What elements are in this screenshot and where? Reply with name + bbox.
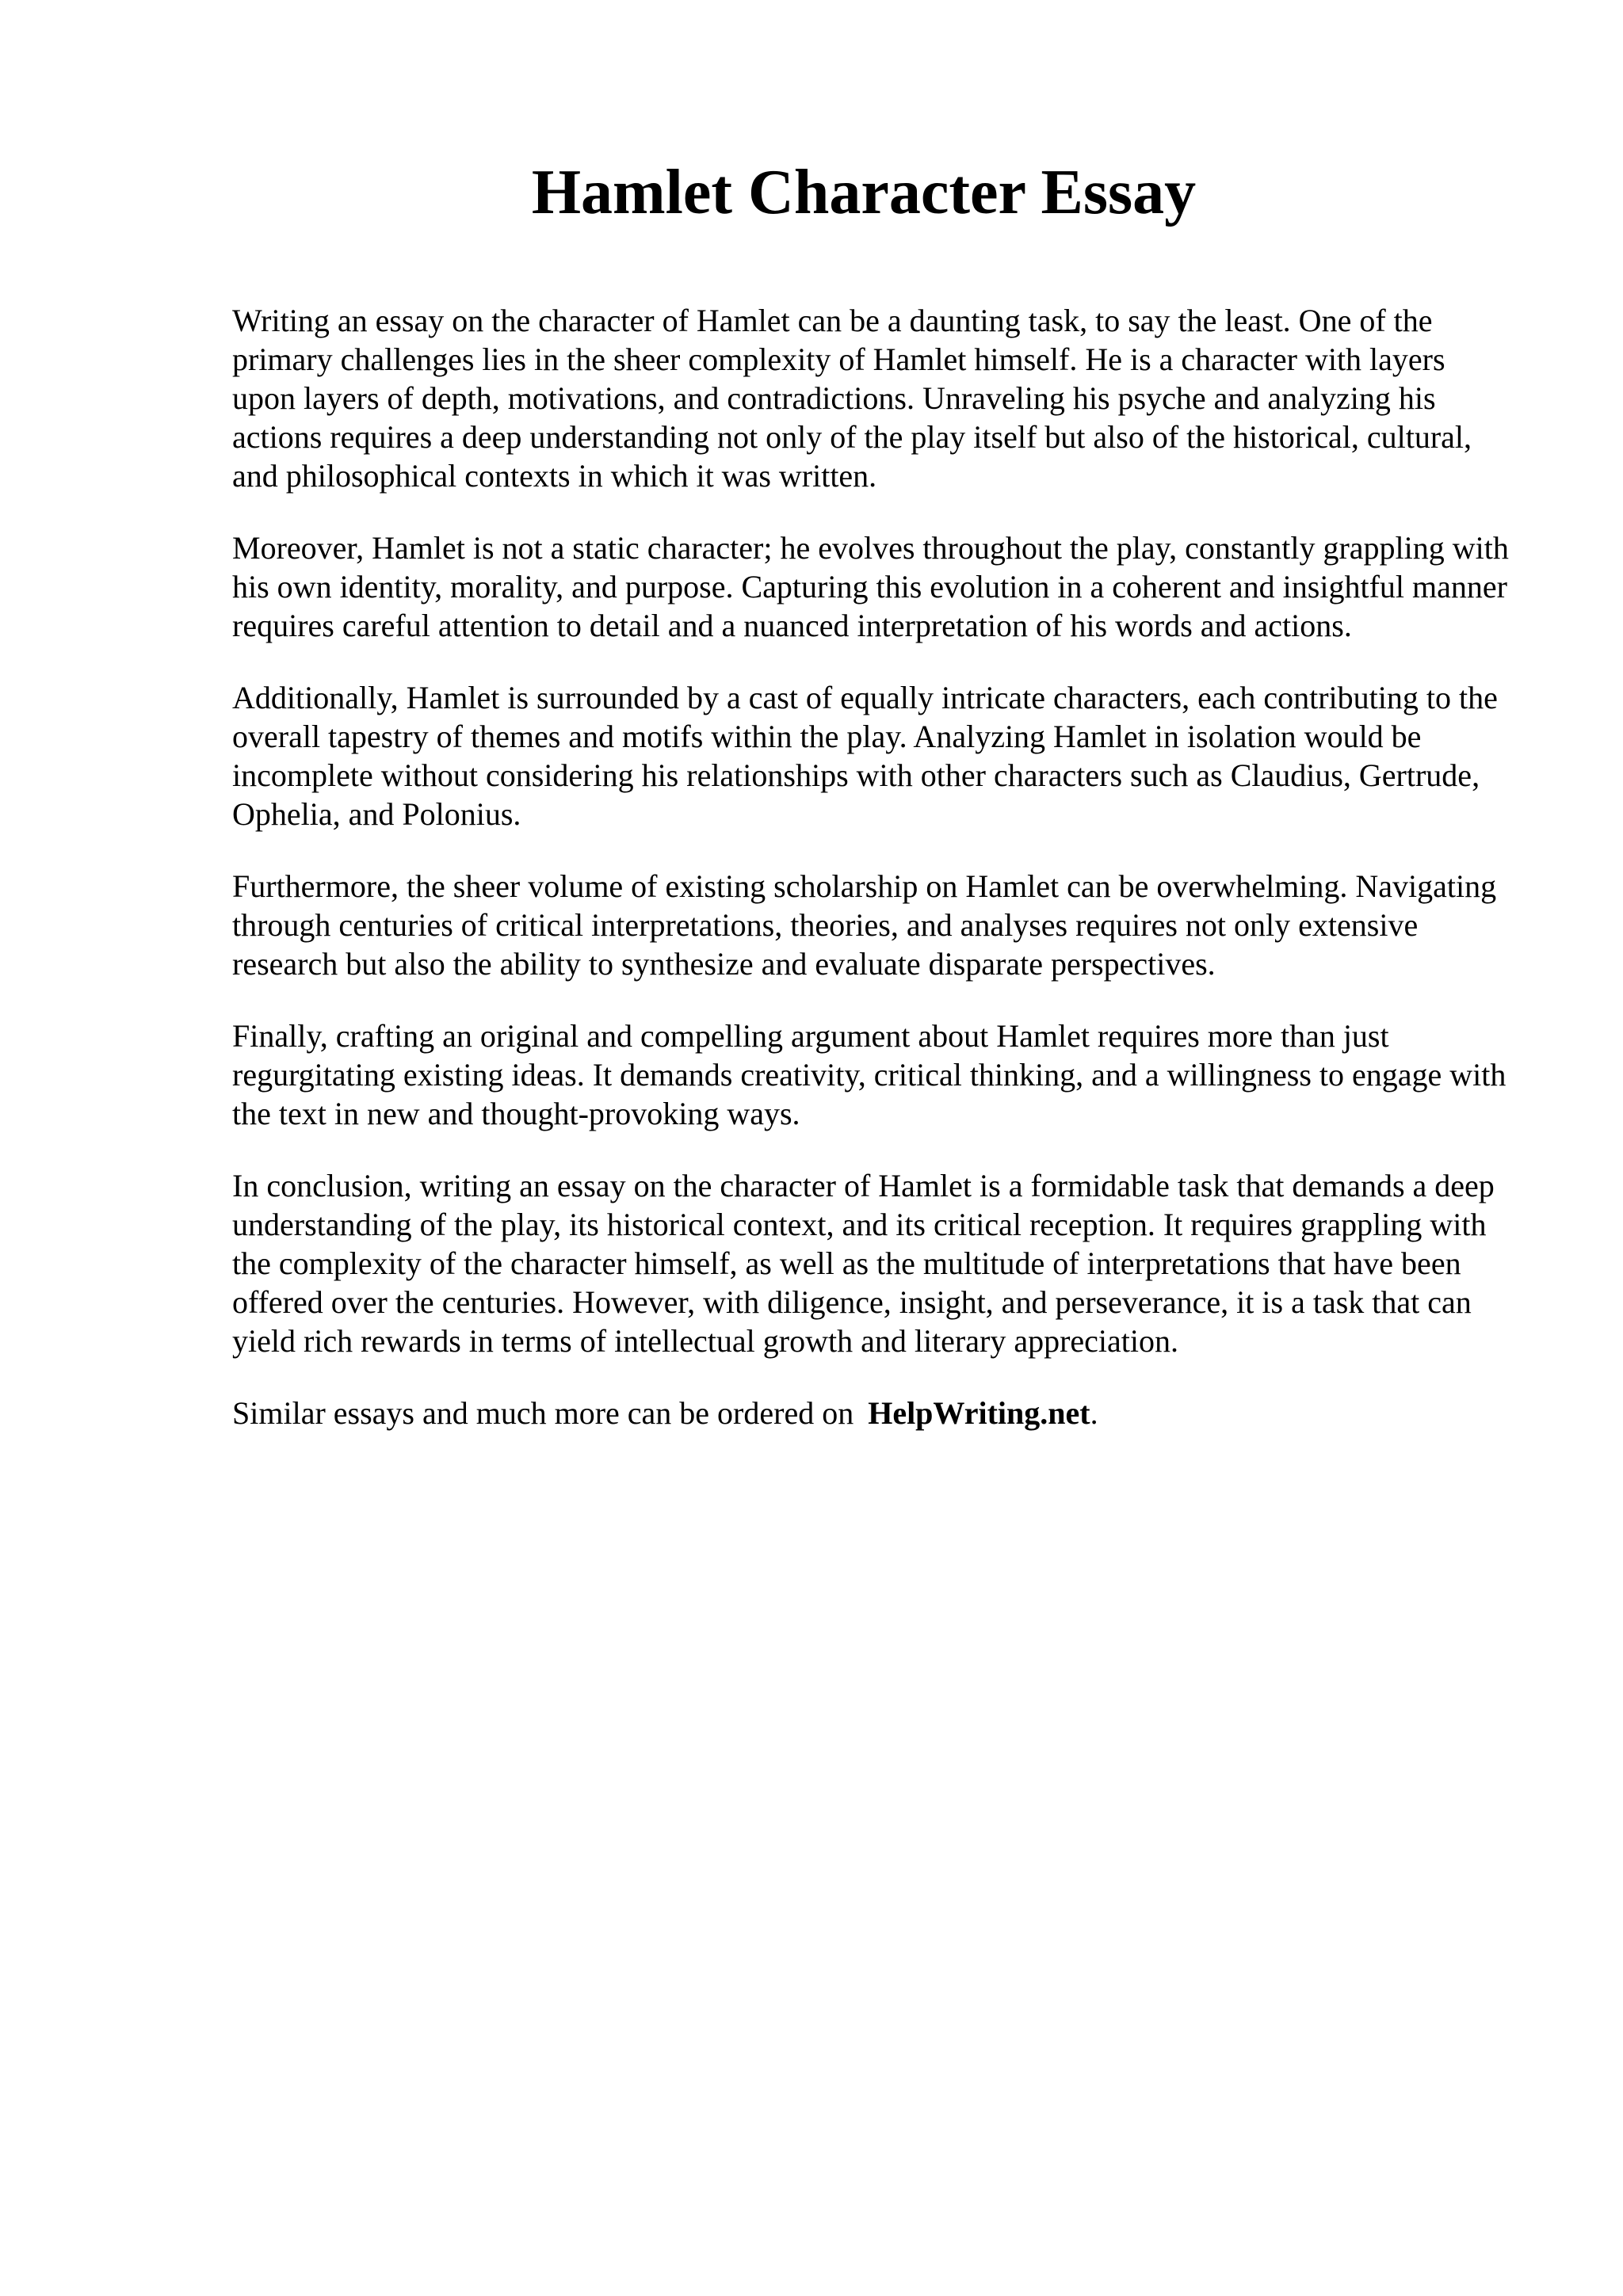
paragraph-1: Writing an essay on the character of Hamlet can be a daunting task, to say the least. One of the primary challenges lies in the sheer complexity of Hamlet himself. He is a character with layers upon layers of depth, motivations, and contradictions. Unraveling his psyche and analyzing his actions requires a deep understanding not only of the play itself but also of the historical, cultural, and philosophical contexts in which it was written. (232, 303, 1472, 494)
paragraph-3: Additionally, Hamlet is surrounded by a cast of equally intricate characters, each contributing to the overall tapestry of themes and motifs within the play. Analyzing Hamlet in isolation would be incomplete without considering his relationships with other characters such as Claudius, Gertrude, Ophelia, and Polonius. (232, 680, 1498, 832)
paragraph-2: Moreover, Hamlet is not a static character; he evolves throughout the play, constantly grappling with his own identity, morality, and purpose. Capturing this evolution in a coherent and insightful manner requires careful attention to detail and a nuanced interpretation of his words and actions. (232, 530, 1509, 643)
paragraph-5: Finally, crafting an original and compelling argument about Hamlet requires more than just regurgitating existing ideas. It demands creativity, critical thinking, and a willingness to engage with the text in new and thought-provoking ways. (232, 1018, 1507, 1131)
closing-line (232, 1394, 1516, 1432)
paragraph-6: In conclusion, writing an essay on the character of Hamlet is a formidable task that demands a deep understanding of the play, its historical context, and its critical reception. It requires grappling with the complexity of the character himself, as well as the multitude of interpretations that have been offered over the centuries. However, with diligence, insight, and perseverance, it is a task that can yield rich rewards in terms of intellectual growth and literary appreciation. (232, 1168, 1495, 1359)
closing-period: . (1090, 1395, 1098, 1431)
essay-body (232, 301, 1516, 1466)
page-title: Hamlet Character Essay (531, 158, 1197, 227)
paragraph-4: Furthermore, the sheer volume of existing scholarship on Hamlet can be overwhelming. Navigating through centuries of critical interpretations, theories, and analyses requires not only extensive research but also the ability to synthesize and evaluate disparate perspectives. (232, 868, 1497, 982)
closing-text: Similar essays and much more can be ordered on (232, 1395, 854, 1431)
brand-link[interactable]: HelpWriting.net (868, 1395, 1090, 1431)
